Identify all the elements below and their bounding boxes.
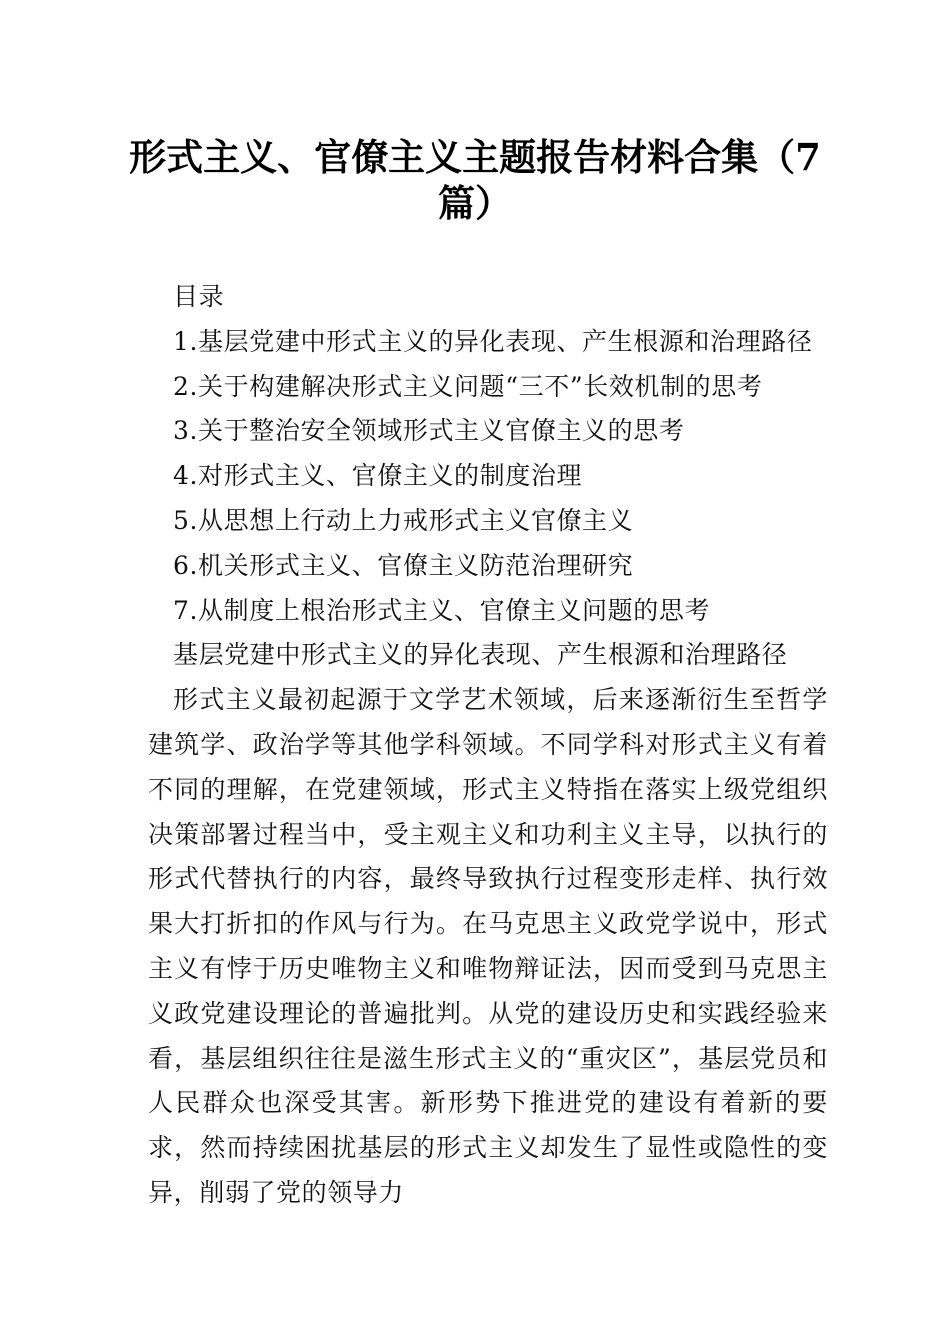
toc-item-7: 7.从制度上根治形式主义、官僚主义问题的思考 — [173, 595, 711, 625]
toc-item-4: 4.对形式主义、官僚主义的制度治理 — [173, 461, 583, 491]
body-paragraph: 形式主义最初起源于文学艺术领域，后来逐渐衍生至哲学建筑学、政治学等其他学科领域。不同学科对形式主义有着不同的理解，在党建领域，形式主义特指在落实上级党组织决策部署过程当中，受主观主义和功利主义主导，以执行的形式代替执行的内容，最终导致执行过程变形走样、执行效果大打折扣的作风与行为。在马克思主义政党学说中，形式主义有悖于历史唯物主义和唯物辩证法，因而受到马克思主义政党建设理论的普遍批判。从党的建设历史和实践经验来看，基层组织往往是滋生形式主义的“重灾区”，基层党员和人民群众也深受其害。新形势下推进党的建设有着新的要求，然而持续困扰基层的形式主义却发生了显性或隐性的变异，削弱了党的领导力 — [148, 685, 828, 1207]
section-heading: 基层党建中形式主义的异化表现、产生根源和治理路径 — [173, 640, 788, 670]
toc-item-3: 3.关于整治安全领域形式主义官僚主义的思考 — [173, 416, 685, 446]
toc-item-1: 1.基层党建中形式主义的异化表现、产生根源和治理路径 — [173, 326, 813, 356]
toc-item-5: 5.从思想上行动上力戒形式主义官僚主义 — [173, 505, 634, 535]
document-title: 形式主义、官僚主义主题报告材料合集（7篇） — [129, 135, 821, 225]
toc-heading: 目录 — [173, 282, 225, 311]
toc-item-6: 6.机关形式主义、官僚主义防范治理研究 — [173, 550, 634, 580]
document-body — [148, 275, 828, 1216]
toc-item-2: 2.关于构建解决形式主义问题“三不”长效机制的思考 — [173, 371, 763, 401]
